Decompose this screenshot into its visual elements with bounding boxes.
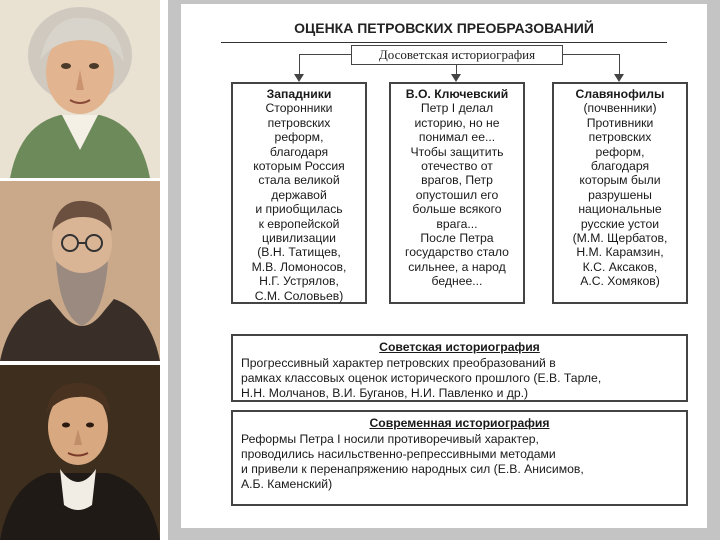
portrait-klyuchevsky (0, 181, 160, 361)
connector-right-vertical (619, 54, 620, 76)
modern-historiography-title: Современная историография (369, 416, 550, 430)
slavophiles-box (552, 82, 688, 304)
arrow-right (614, 74, 624, 82)
portrait-karamzin (0, 365, 160, 540)
westernizers-text: Сторонники петровских реформ, благодаря которым Россия стала великой державой и приобщилась к европейской цивилизации (В.Н. Татищев, М.В. Ломоносов, Н.Г. Устрялов, С.М. Соловьев) (251, 101, 347, 303)
westernizers-box (231, 82, 367, 304)
arrow-left (294, 74, 304, 82)
pre-soviet-historiography-label: Досоветская историография (351, 45, 563, 65)
portrait-lomonosov (0, 0, 160, 178)
diagram-title: ОЦЕНКА ПЕТРОВСКИХ ПРЕОБРАЗОВАНИЙ (294, 20, 594, 36)
modern-historiography-box (231, 410, 688, 506)
modern-historiography-text: Реформы Петра I носили противоречивый характер, проводились насильственно-репрессивными методами и привели к перенапряжению народных сил (Е.В. Анисимов, А.Б. Каменский) (241, 432, 584, 491)
arrow-center (451, 74, 461, 82)
soviet-historiography-text: Прогрессивный характер петровских преобразований в рамках классовых оценок исторического прошлого (Е.В. Тарле, Н.Н. Молчанов, В.И. Буганов, Н.И. Павленко и др.) (241, 356, 602, 400)
diagram-sheet (181, 4, 707, 528)
klyuchevsky-title: В.О. Ключевский (405, 87, 509, 101)
title-underline (221, 42, 667, 43)
klyuchevsky-text: Петр I делал историю, но не понимал ее... Чтобы защитить отечество от врагов, Петр опустошил его больше всякого врага... После Петра государство стало сильнее, а народ беднее... (405, 101, 509, 289)
soviet-historiography-title: Советская историография (379, 340, 540, 354)
slavophiles-title: Славянофилы (575, 87, 665, 101)
connector-right-horizontal (561, 54, 619, 55)
diagram-panel (168, 0, 720, 540)
connector-left-vertical (299, 54, 300, 76)
slavophiles-text: (почвенники) Противники петровских реформ, благодаря которым были разрушены национальные русские устои (М.М. Щербатов, Н.М. Карамзин, К.С. Аксаков, А.С. Хомяков) (572, 101, 668, 289)
connector-left-horizontal (299, 54, 351, 55)
westernizers-title: Западники (266, 87, 332, 101)
soviet-historiography-box (231, 334, 688, 402)
klyuchevsky-box (389, 82, 525, 304)
